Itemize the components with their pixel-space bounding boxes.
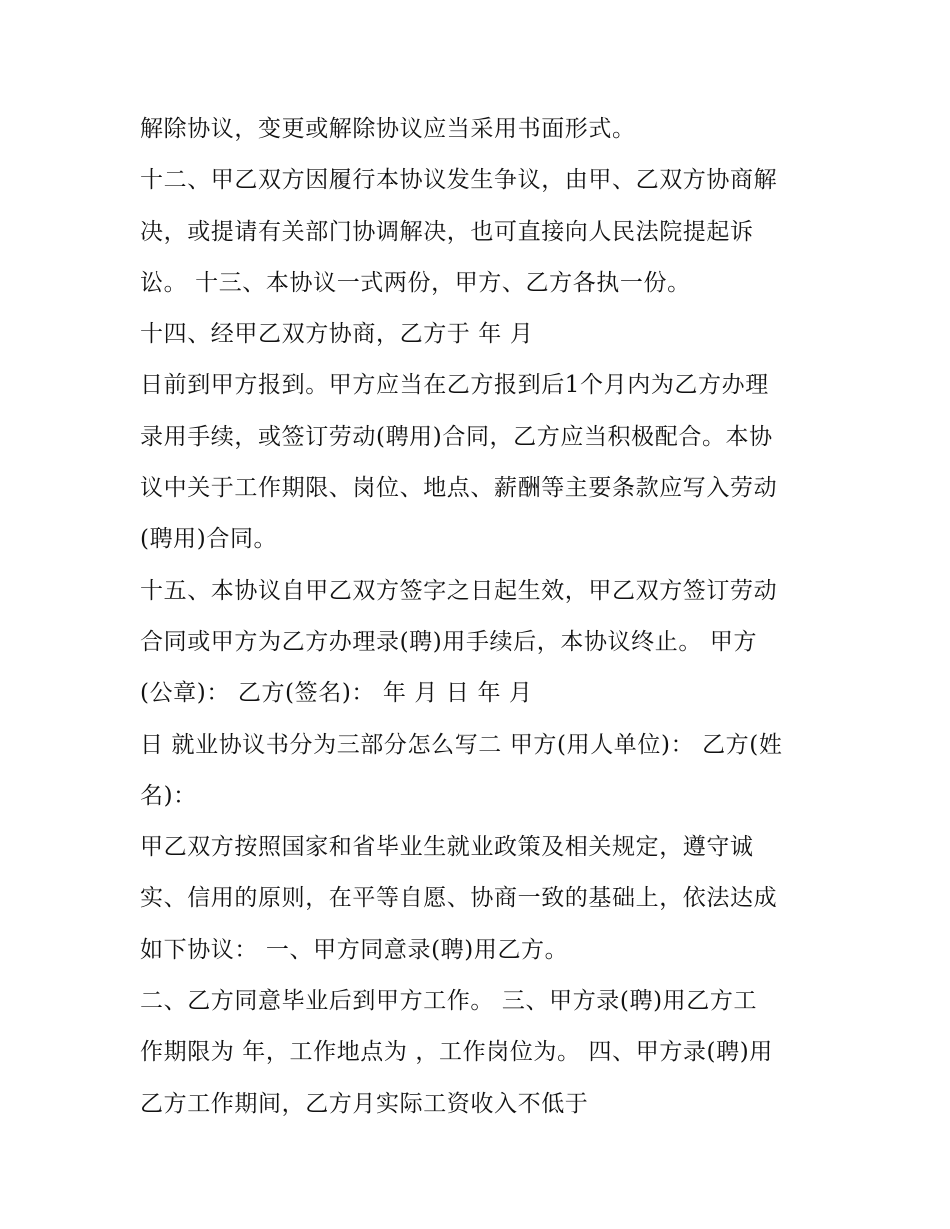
document-body xyxy=(140,104,830,1130)
text-line: 实、信用的原则，在平等自愿、协商一致的基础上，依法达成 xyxy=(140,885,778,912)
text-line: (公章)： 乙方(签名)： 年 月 日 年 月 xyxy=(140,680,533,707)
text-line: 甲乙双方按照国家和省毕业生就业政策及相关规定，遵守诚 xyxy=(140,834,754,861)
text-line: 解除协议，变更或解除协议应当采用书面形式。 xyxy=(140,116,636,142)
text-line: 名)： xyxy=(140,782,197,809)
text-line: 日前到甲方报到。甲方应当在乙方报到后1个月内为乙方办理 xyxy=(140,372,769,399)
text-line: 讼。 十三、本协议一式两份，甲方、乙方各执一份。 xyxy=(140,269,691,296)
text-line: 十五、本协议自甲乙双方签字之日起生效，甲乙双方签订劳动 xyxy=(140,577,778,604)
text-line: 十四、经甲乙双方协商，乙方于 年 月 xyxy=(140,321,534,348)
text-line: 十二、甲乙双方因履行本协议发生争议，由甲、乙双方协商解 xyxy=(140,167,778,194)
text-line: 如下协议： 一、甲方同意录(聘)用乙方。 xyxy=(140,936,569,963)
text-line: (聘用)合同。 xyxy=(140,526,278,553)
text-line: 二、乙方同意毕业后到甲方工作。 三、甲方录(聘)用乙方工 xyxy=(140,988,758,1015)
text-line: 合同或甲方为乙方办理录(聘)用手续后，本协议终止。 甲方 xyxy=(140,628,758,655)
text-line: 乙方工作期间，乙方月实际工资收入不低于 xyxy=(140,1090,589,1117)
text-line: 日 就业协议书分为三部分怎么写二 甲方(用人单位)： 乙方(姓 xyxy=(140,731,783,758)
text-line: 议中关于工作期限、岗位、地点、薪酬等主要条款应写入劳动 xyxy=(140,475,778,502)
text-line: 决，或提请有关部门协调解决，也可直接向人民法院提起诉 xyxy=(140,218,754,245)
text-line: 作期限为 年，工作地点为 ，工作岗位为。 四、甲方录(聘)用 xyxy=(140,1039,773,1066)
text-line: 录用手续，或签订劳动(聘用)合同，乙方应当积极配合。本协 xyxy=(140,423,773,450)
